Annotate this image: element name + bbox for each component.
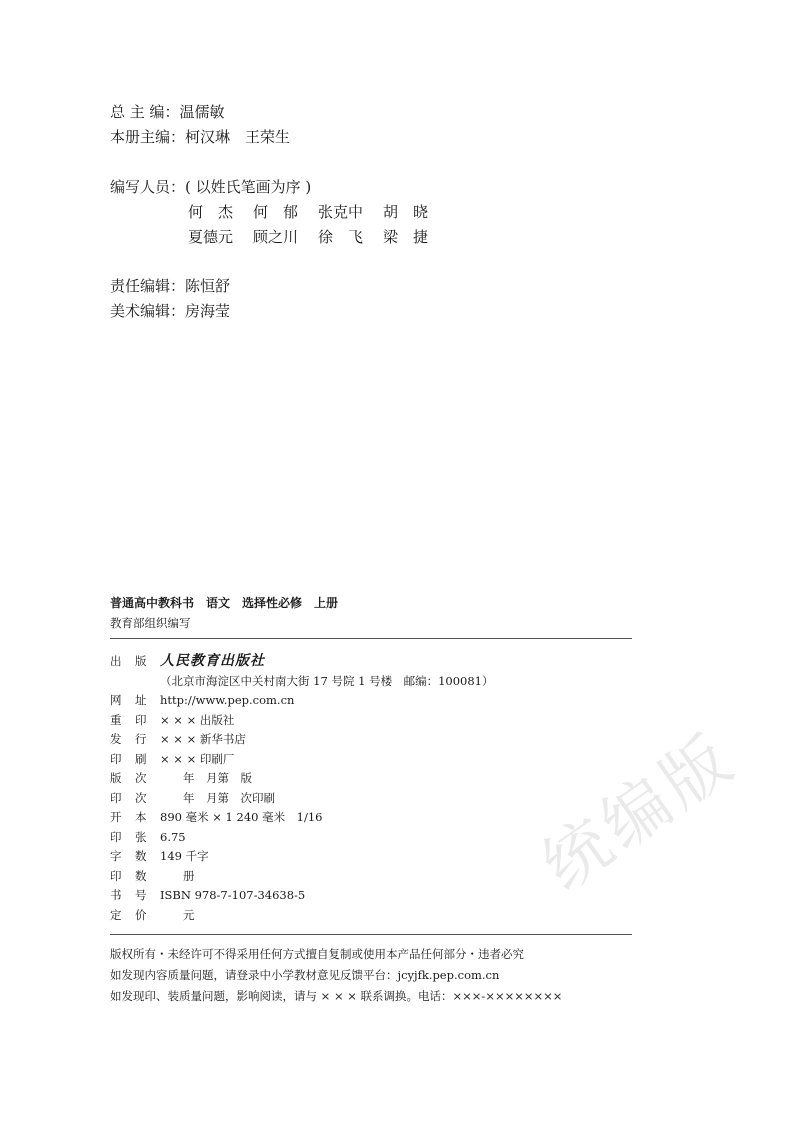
website-row bbox=[110, 691, 493, 711]
distribution-row bbox=[110, 730, 493, 750]
price-row bbox=[110, 906, 493, 926]
sheets-key: 印 张 bbox=[110, 829, 147, 844]
feedback-line: 如发现内容质量问题，请登录中小学教材意见反馈平台：jcyjfk.pep.com.cn bbox=[110, 968, 500, 982]
isbn-key: 书 号 bbox=[110, 888, 147, 902]
writer-name: 夏德元 bbox=[188, 228, 234, 246]
book-title: 普通高中教科书 语文 选择性必修 上册 bbox=[110, 596, 339, 610]
sheets-row bbox=[110, 828, 493, 848]
copies-row bbox=[110, 867, 493, 887]
copies-value: 册 bbox=[160, 868, 195, 883]
art-editor-name: 房海莹 bbox=[185, 302, 231, 320]
reprint-value: × × × 出版社 bbox=[160, 712, 235, 727]
chief-editor-name: 温儒敏 bbox=[179, 103, 225, 121]
price-key: 定 价 bbox=[110, 907, 147, 922]
divider bbox=[110, 638, 632, 639]
editor-credits bbox=[110, 100, 448, 324]
publication-details bbox=[110, 652, 493, 925]
publisher-logo: 人民教育出版社 bbox=[160, 653, 265, 669]
format-row bbox=[110, 808, 493, 828]
edition-key: 版 次 bbox=[110, 771, 147, 785]
exchange-line: 如发现印、装质量问题，影响阅读，请与 × × × 联系调换。电话：×××-×××××××× bbox=[110, 989, 563, 1003]
divider bbox=[110, 934, 632, 935]
edition-value: 年 月第 版 bbox=[160, 771, 252, 785]
chief-editor-row bbox=[110, 100, 448, 125]
printer-row bbox=[110, 750, 493, 770]
writer-name: 徐 飞 bbox=[318, 228, 364, 246]
words-row bbox=[110, 847, 493, 867]
legal-notice bbox=[110, 944, 562, 1007]
volume-editor-names: 柯汉琳 王荣生 bbox=[185, 128, 291, 146]
writers-line-1 bbox=[110, 200, 448, 225]
publisher-address: （北京市海淀区中关村南大街 17 号院 1 号楼 邮编：100081） bbox=[160, 673, 494, 688]
art-editor-label: 美术编辑： bbox=[110, 302, 186, 320]
book-organization: 教育部组织编写 bbox=[110, 616, 191, 630]
writer-name: 张克中 bbox=[318, 203, 364, 221]
art-editor-row bbox=[110, 299, 448, 324]
distribution-key: 发 行 bbox=[110, 732, 147, 746]
copies-key: 印 数 bbox=[110, 868, 147, 883]
format-value: 890 毫米 × 1 240 毫米 1/16 bbox=[160, 810, 323, 824]
volume-editor-row bbox=[110, 125, 448, 150]
writer-name: 顾之川 bbox=[253, 228, 299, 246]
book-info bbox=[110, 594, 632, 639]
copyright-line: 版权所有・未经许可不得采用任何方式擅自复制或使用本产品任何部分・违者必究 bbox=[110, 947, 524, 961]
writers-row bbox=[110, 175, 448, 200]
words-value: 149 千字 bbox=[160, 849, 209, 863]
watermark: 统编版 bbox=[528, 718, 750, 906]
reprint-row bbox=[110, 711, 493, 731]
responsible-editor-row bbox=[110, 274, 448, 299]
writers-label: 编写人员： bbox=[110, 178, 186, 196]
edition-row bbox=[110, 769, 493, 789]
printer-value: × × × 印刷厂 bbox=[160, 751, 235, 766]
responsible-editor-label: 责任编辑： bbox=[110, 277, 186, 295]
impression-value: 年 月第 次印刷 bbox=[160, 790, 275, 805]
publisher-row bbox=[110, 652, 493, 672]
impression-key: 印 次 bbox=[110, 790, 147, 805]
publisher-key: 出 版 bbox=[110, 654, 147, 668]
writer-name: 何 郁 bbox=[253, 203, 299, 221]
isbn-value: ISBN 978-7-107-34638-5 bbox=[160, 888, 306, 902]
reprint-key: 重 印 bbox=[110, 712, 147, 727]
impression-row bbox=[110, 789, 493, 809]
responsible-editor-name: 陈恒舒 bbox=[185, 277, 231, 295]
writer-name: 梁 捷 bbox=[383, 228, 429, 246]
price-value: 元 bbox=[160, 907, 195, 922]
chief-editor-label: 总 主 编： bbox=[110, 103, 180, 121]
website-key: 网 址 bbox=[110, 693, 147, 707]
volume-editor-label: 本册主编： bbox=[110, 128, 186, 146]
distribution-value: × × × 新华书店 bbox=[160, 732, 246, 746]
website-value: http://www.pep.com.cn bbox=[160, 693, 295, 707]
words-key: 字 数 bbox=[110, 849, 147, 863]
writers-note: ( 以姓氏笔画为序 ) bbox=[185, 178, 312, 196]
sheets-value: 6.75 bbox=[160, 829, 186, 844]
writer-name: 何 杰 bbox=[188, 203, 234, 221]
writers-line-2 bbox=[110, 225, 448, 250]
isbn-row bbox=[110, 886, 493, 906]
printer-key: 印 刷 bbox=[110, 751, 147, 766]
format-key: 开 本 bbox=[110, 810, 147, 824]
writer-name: 胡 晓 bbox=[383, 203, 429, 221]
